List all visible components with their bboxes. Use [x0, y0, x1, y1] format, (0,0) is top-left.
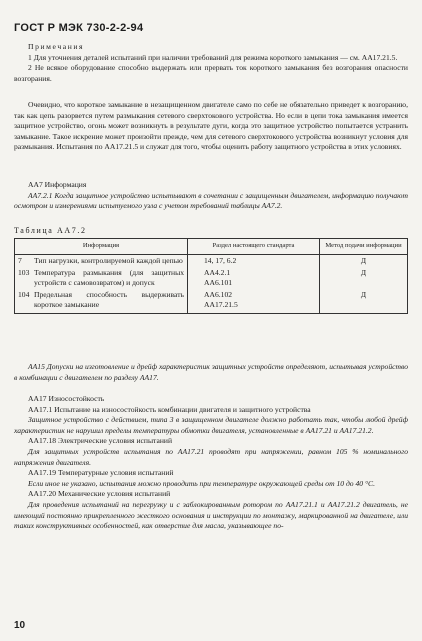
aa17-18-text: Для защитных устройств испытания по АА17.21 проводят при напряжении, равном 105 % номинального напряжения двигателя. — [14, 446, 408, 467]
col-header-method: Метод подачи информации — [320, 239, 408, 255]
table-row — [15, 289, 408, 314]
table-row — [15, 267, 408, 289]
row-info: Предельная способность выдерживать короткое замыкание — [31, 289, 188, 314]
page-number: 10 — [14, 620, 26, 631]
aa17-block — [14, 394, 408, 532]
row-section: АА4.2.1 АА6.101 — [188, 267, 320, 289]
aa7-paragraph: АА7.2.1 Когда защитное устройство испытывают в сочетании с защищенным двигателем, информацию получают осмотром и измерениями испытуемого узла с учетом требований таблицы АА7.2. — [14, 190, 408, 211]
info-table — [14, 238, 408, 314]
aa15-paragraph: АА15 Допуски на изготовление и дрейф характеристик защитных устройств определяют, испытывая устройство в комбинации с двигателем по разделу АА17. — [14, 362, 408, 382]
aa17-19-text: Если иное не указано, испытания можно проводить при температуре окружающей среды от 10 до 40 °С. — [28, 478, 375, 488]
row-section: 14, 17, 6.2 — [188, 254, 320, 267]
row-method: Д — [320, 289, 408, 314]
aa17-heading: АА17 Износостойкость — [28, 394, 105, 403]
row-info: Тип нагрузки, контролируемой каждой цепью — [31, 254, 188, 267]
aa17-1-text: Защитное устройство с действием, типа 3 в защищенном двигателе должно работать так, чтобы любой дрейф характеристик не нарушил пределы температуры обмотки двигателя, установленные в АА17.21 и АА17.21.2. — [14, 415, 408, 435]
aa7-block — [14, 180, 408, 212]
paragraph-short-circuit: Очевидно, что короткое замыкание в незащищенном двигателе само по себе не обязательно приведет к возгоранию, так как цепь разорвется путем размыкания сетевого сверхтокового устройства. Но если в цепи тока замыкания имеется защитное устройство, огонь может возникнуть в результате дуги, когда это защитное устройство попытается устранить замыкание. Такое искрение может произойти прежде, чем для сетевого сверхтокового устройства возникнут условия для размыкания. Испытания по АА17.21.5 и служат для того, чтобы оценить работу защитного устройства в этих условиях. — [14, 100, 408, 152]
row-info: Температура размыкания (для защитных устройств с самовозвратом) и допуск — [31, 267, 188, 289]
row-method: Д — [320, 267, 408, 289]
col-header-info: Информация — [15, 239, 188, 255]
aa7-heading: АА7 Информация — [28, 180, 87, 189]
note-1: 1 Для уточнения деталей испытаний при наличии требований для режима короткого замыкания — см. АА17.21.5. — [28, 52, 398, 62]
table-caption: Таблица АА7.2 — [14, 226, 87, 235]
notes-block — [14, 42, 408, 84]
table-row — [15, 254, 408, 267]
row-number: 7 — [15, 254, 32, 267]
row-section: АА6.102 АА17.21.5 — [188, 289, 320, 314]
standard-header: ГОСТ Р МЭК 730-2-2-94 — [14, 22, 144, 34]
aa17-20: АА17.20 Механические условия испытаний — [28, 489, 171, 499]
row-number: 103 — [15, 267, 32, 289]
aa17-1: АА17.1 Испытание на износостойкость комбинации двигателя и защитного устройства — [28, 404, 311, 414]
col-header-section: Раздел настоящего стандарта — [188, 239, 320, 255]
aa17-18: АА17.18 Электрические условия испытаний — [28, 436, 173, 446]
aa17-19: АА17.19 Температурные условия испытаний — [28, 468, 174, 478]
note-2: 2 Не всякое оборудование способно выдержать или прервать ток короткого замыкания без возгорания опасности возгорания. — [14, 63, 408, 83]
row-number: 104 — [15, 289, 32, 314]
row-method: Д — [320, 254, 408, 267]
aa17-20-text: Для проведения испытаний на перегрузку и с заблокированным ротором по АА17.21.1 и АА17.21.2 двигатель, не имеющий постоянно прикрепленного жесткого основания и инструкции по монтажу, маркированной на двигателе, или таких конструктивных особенностей, как отверстие для масла, указывающее по- — [14, 499, 408, 531]
notes-title: Примечания — [28, 42, 85, 51]
